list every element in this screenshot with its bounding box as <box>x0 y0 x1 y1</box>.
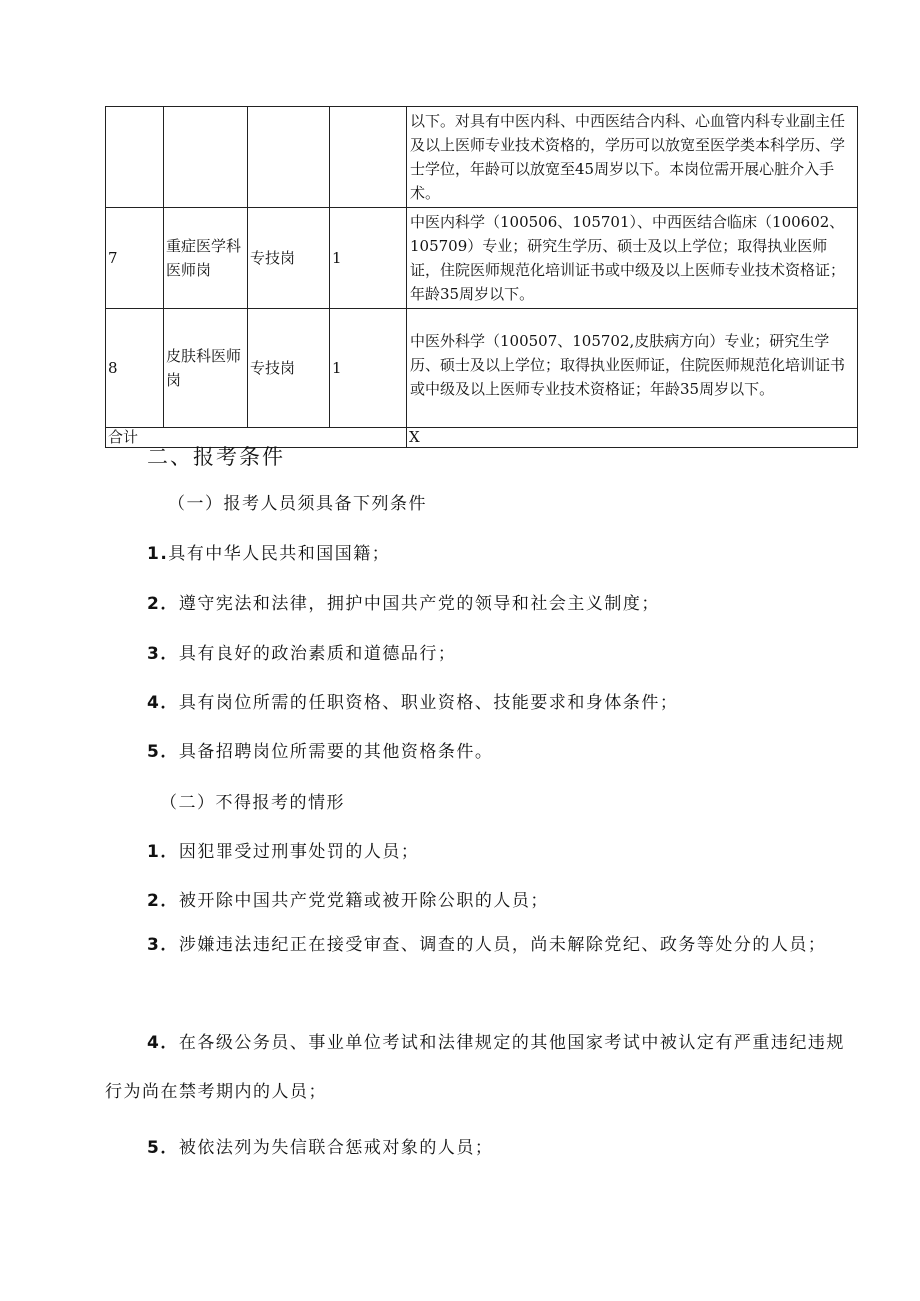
position-name <box>164 107 248 208</box>
item-text: 具有中华人民共和国国籍； <box>168 544 391 564</box>
position-requirement: 以下。对具有中医内科、中西医结合内科、心血管内科专业副主任及以上医师专业技术资格的，学历可以放宽至医学类本科学历、学士学位，年龄可以放宽至45周岁以下。本岗位需开展心脏介入手术。 <box>407 107 858 208</box>
item-text: 涉嫌违法违纪正在接受审查、调查的人员，尚未解除党纪、政务等处分的人员； <box>178 935 827 955</box>
item-number: 2． <box>147 891 179 911</box>
position-count: 1 <box>330 309 407 428</box>
item-number: 1． <box>147 842 179 862</box>
item-text: 遵守宪法和法律，拥护中国共产党的领导和社会主义制度； <box>178 594 660 614</box>
list-item <box>147 589 660 614</box>
item-number: 3． <box>147 644 179 664</box>
list-item <box>105 1019 850 1117</box>
list-item <box>147 886 549 911</box>
item-number: 2． <box>147 594 179 614</box>
item-number: 5． <box>147 742 179 762</box>
total-value: X <box>407 428 858 448</box>
item-text: 在各级公务员、事业单位考试和法律规定的其他国家考试中被认定有严重违纪违规行为尚在禁考期内的人员； <box>105 1033 845 1102</box>
item-number: 4． <box>147 693 179 713</box>
item-number: 3． <box>147 935 179 955</box>
position-name: 重症医学科医师岗 <box>164 208 248 309</box>
total-label: 合计 <box>106 428 407 448</box>
item-text: 具有良好的政治素质和道德品行； <box>178 644 457 664</box>
position-category: 专技岗 <box>248 309 330 428</box>
position-name: 皮肤科医师岗 <box>164 309 248 428</box>
list-item <box>105 921 850 970</box>
table-row <box>106 208 858 309</box>
item-text: 被开除中国共产党党籍或被开除公职的人员； <box>178 891 549 911</box>
table-row <box>106 309 858 428</box>
position-count: 1 <box>330 208 407 309</box>
list-item <box>147 737 493 762</box>
item-number: 4． <box>147 1033 179 1053</box>
position-count <box>330 107 407 208</box>
list-item <box>147 1133 493 1158</box>
position-table <box>105 106 858 448</box>
section-heading: 二、报考条件 <box>147 445 285 469</box>
subsection-title-1: （一）报考人员须具备下列条件 <box>168 494 427 514</box>
position-category <box>248 107 330 208</box>
list-item <box>147 639 456 664</box>
item-text: 因犯罪受过刑事处罚的人员； <box>178 842 420 862</box>
item-number: 1. <box>147 544 169 564</box>
row-number: 7 <box>106 208 164 309</box>
position-requirement: 中医内科学（100506、105701）、中西医结合临床（100602、105709）专业；研究生学历、硕士及以上学位；取得执业医师证，住院医师规范化培训证书或中级及以上医师专业技术资格证；年龄35周岁以下。 <box>407 208 858 309</box>
list-item <box>147 837 419 862</box>
position-requirement: 中医外科学（100507、105702,皮肤病方向）专业；研究生学历、硕士及以上学位；取得执业医师证，住院医师规范化培训证书或中级及以上医师专业技术资格证；年龄35周岁以下。 <box>407 309 858 428</box>
list-item <box>147 539 390 564</box>
table-row <box>106 107 858 208</box>
item-text: 具备招聘岗位所需要的其他资格条件。 <box>178 742 494 762</box>
item-text: 具有岗位所需的任职资格、职业资格、技能要求和身体条件； <box>178 693 679 713</box>
subsection-title-2: （二）不得报考的情形 <box>160 793 345 813</box>
item-number: 5． <box>147 1138 179 1158</box>
list-item <box>147 688 678 713</box>
position-category: 专技岗 <box>248 208 330 309</box>
item-text: 被依法列为失信联合惩戒对象的人员； <box>178 1138 494 1158</box>
row-number <box>106 107 164 208</box>
row-number: 8 <box>106 309 164 428</box>
